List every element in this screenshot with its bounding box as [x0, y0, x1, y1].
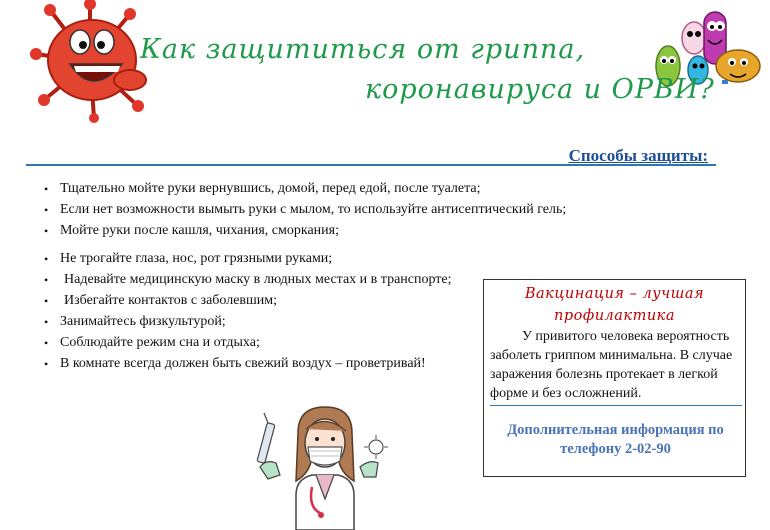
bullet-icon: • [44, 203, 49, 217]
bullet-icon: • [44, 357, 49, 371]
section-heading: Способы защиты: [568, 146, 708, 165]
tip-text: Не трогайте глаза, нос, рот грязными руками; [60, 251, 333, 266]
bullet-icon: • [44, 315, 49, 329]
title-line-1: Как защититься от гриппа, [140, 34, 586, 65]
tip-text: В комнате всегда должен быть свежий воздух – проветривай! [60, 356, 426, 371]
list-item [44, 221, 644, 242]
protection-tips-list-2 [44, 249, 464, 375]
list-item [44, 291, 464, 312]
list-item [44, 200, 644, 221]
doctor-with-syringe-icon [250, 403, 400, 530]
list-item [44, 312, 464, 333]
bullet-icon: • [44, 182, 49, 196]
tip-text: Занимайтесь физкультурой; [60, 314, 226, 329]
tip-text: Избегайте контактов с заболевшим; [64, 293, 278, 308]
bullet-icon: • [44, 252, 49, 266]
bullet-icon: • [44, 273, 49, 287]
protection-tips-list-1 [44, 179, 644, 242]
vaccination-title: Вакцинация – лучшая профилактика [524, 286, 705, 324]
tip-text: Соблюдайте режим сна и отдыха; [60, 335, 260, 350]
list-item [44, 249, 464, 270]
list-item [44, 270, 464, 291]
tip-text: Мойте руки после кашля, чихания, сморкания; [60, 223, 339, 238]
list-item [44, 333, 464, 354]
list-item [44, 179, 644, 200]
bullet-icon: • [44, 224, 49, 238]
bullet-icon: • [44, 294, 49, 308]
vaccination-body: У привитого человека вероятность заболеть гриппом минимальна. В случае заражения болезнь протекает в легкой форме и без осложнений. [490, 329, 733, 401]
vaccination-info-box [483, 279, 746, 477]
tip-text: Надевайте медицинскую маску в людных местах и в транспорте; [64, 272, 452, 287]
vaccination-divider [490, 405, 742, 406]
tip-text: Тщательно мойте руки вернувшись, домой, перед едой, после туалета; [60, 181, 481, 196]
tip-text: Если нет возможности вымыть руки с мылом, то используйте антисептический гель; [60, 202, 567, 217]
bullet-icon: • [44, 336, 49, 350]
list-item [44, 354, 464, 375]
title-line-2: коронавируса и ОРВИ? [365, 74, 715, 105]
contact-info: Дополнительная информация по телефону 2-02-90 [507, 422, 724, 457]
